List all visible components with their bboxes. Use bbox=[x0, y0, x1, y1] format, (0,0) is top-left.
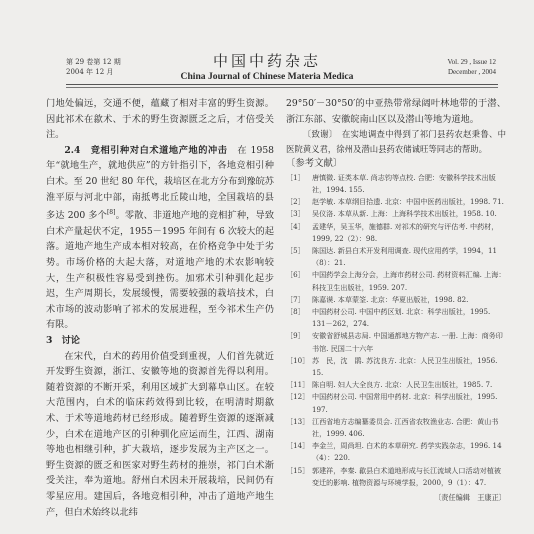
reference-text: 陈自明. 妇人大全良方. 北京：人民卫生出版社，1985. 7. bbox=[312, 380, 493, 390]
issue-date-en: December , 2004 bbox=[447, 67, 496, 76]
journal-title-block bbox=[150, 52, 384, 83]
reference-text: 赵学敏. 本草纲目拾遗. 北京：中国中医药出版社，1998. 71. bbox=[312, 197, 504, 207]
reference-item bbox=[286, 208, 506, 220]
reference-text: 江西省地方志编纂委员会. 江西省农牧渔业志. 合肥：黄山书社，1999. 406. bbox=[312, 416, 499, 439]
reference-item bbox=[286, 416, 506, 440]
volume-issue: 第 29 卷第 12 期 bbox=[66, 58, 121, 66]
reference-item bbox=[286, 306, 506, 330]
reference-number: ［13］ bbox=[286, 416, 310, 426]
reference-number: ［10］ bbox=[286, 355, 310, 365]
reference-list bbox=[286, 172, 506, 489]
reference-number: ［12］ bbox=[286, 392, 310, 402]
reference-number: ［5］ bbox=[286, 246, 305, 255]
reference-item bbox=[286, 294, 506, 306]
section-2-4-heading: 2.4 竞相引种对白术道地产地的冲击 bbox=[64, 144, 228, 156]
journal-title-en: China Journal of Chinese Materia Medica bbox=[180, 71, 354, 82]
issue-info bbox=[66, 58, 121, 77]
reference-text: 陈嘉谟. 本草蒙筌. 北京：华夏出版社，1998. 82. bbox=[312, 294, 469, 304]
reference-number: ［15］ bbox=[286, 465, 310, 475]
reference-number: ［8］ bbox=[286, 307, 305, 317]
reference-text: 李金兰，周尚坦. 白术的本草研究. 药学实践杂志，1996. 14（4）：220. bbox=[312, 441, 502, 463]
volume-issue-en: Vol. 29 , Issue 12 bbox=[447, 58, 496, 66]
issue-info-en bbox=[448, 58, 496, 77]
reference-number: ［9］ bbox=[286, 331, 305, 341]
reference-item bbox=[286, 269, 506, 293]
reference-text: 中国药学会上海分会，上海市药材公司. 药材资料汇编. 上海：科技卫生出版社，1959. 207. bbox=[312, 270, 506, 292]
reference-item bbox=[286, 440, 506, 464]
reference-text: 中国药材公司. 中国中药区划. 北京：科学出版社，1995. 131－262，274. bbox=[312, 307, 491, 329]
editor-credit: 〔责任编辑 王康正〕 bbox=[434, 493, 506, 503]
citation-8: [8] bbox=[106, 209, 116, 217]
header-rule-thick bbox=[66, 84, 498, 85]
reference-text: 苏 民，沈 鹃. 苏沈良方. 北京：人民卫生出版社，1956. 15. bbox=[312, 355, 498, 378]
right-column bbox=[286, 96, 506, 506]
reference-text: 中国药材公司. 中国常用中药材. 北京：科学出版社，1995. 197. bbox=[312, 392, 498, 414]
reference-text: 安徽省舒城县志局. 中国通都地方物产志. 一册. 上海：商务印书馆. 民国二十六年 bbox=[312, 331, 503, 353]
journal-title-cn: 中国中药杂志 bbox=[212, 52, 321, 70]
reference-item bbox=[286, 355, 506, 379]
reference-item bbox=[286, 221, 506, 245]
reference-item bbox=[286, 391, 506, 415]
ack-text: 在实地调查中得到了祁门县药农赵秉鲁、中医院黄义君，徐州及潜山县药农储诚旺等同志的帮助。 bbox=[286, 129, 506, 154]
reference-text: 唐慎微. 证类本草. 尚志钧等点校. 合肥：安徽科学技术出版社，1994. 155. bbox=[312, 172, 496, 194]
acknowledgement bbox=[286, 127, 506, 156]
reference-item bbox=[286, 172, 506, 196]
section-2-4-paragraph bbox=[46, 143, 274, 333]
references-title: 〔参考文献〕 bbox=[286, 158, 343, 170]
reference-number: ［7］ bbox=[286, 294, 305, 304]
reference-number: ［11］ bbox=[286, 380, 310, 390]
reference-text: 吴仪洛. 本草从新. 上海：上海科学技术出版社，1958. 10. bbox=[312, 209, 497, 219]
reference-number: ［14］ bbox=[286, 441, 310, 451]
reference-number: ［4］ bbox=[286, 221, 305, 231]
reference-item bbox=[286, 245, 506, 269]
header-rule-thin bbox=[66, 87, 498, 88]
reference-number: ［6］ bbox=[286, 270, 305, 280]
section-2-4-text-cont: 。零散、非道地产地的竞相扩种，导致白术产量起伏不定，1955－1995 年间有 6 次较大的起落。道地产地生产成本相对较高，在价格竞争中处于劣势。市场价格的大起大落，对道地产地的术农影响较大，生产积极性容易受到挫伤。加邪术引种驯化起步迟，生产周期长，发展缓慢，需要较强的栽培技术，白术市场的波动影响了祁术的发展进程，至今祁术生产仍有限。 bbox=[46, 210, 274, 331]
reference-item bbox=[286, 465, 506, 489]
reference-number: ［3］ bbox=[286, 209, 305, 219]
reference-text: 孟建华，吴玉华，施德群. 对祁术的研究与评估考. 中药材，1999, 22（2）：98. bbox=[312, 221, 499, 243]
left-column bbox=[46, 96, 274, 520]
reference-number: ［1］ bbox=[286, 172, 305, 182]
section-3-paragraph: 在宋代，白术的药用价值受到重视，人们首先就近开发野生资源，浙江、安徽等地的资源首先得以利用。随着资源的不断开采，利用区域扩大到幕阜山区。在较大范围内，白术的临床药效得到比较，在明清时期歙术、于术等道地药材已经形成。随着野生资源的逐渐减少，白术在道地产区的引种驯化应运而生，江西、湖南等地也相继引种，扩大栽培，逐步发展为主产区之一。野生资源的匮乏和医家对野生药材的推崇，祁门白术渐受关注，奉为道地。舒州白术因未开展栽培，民间仍有零星应用。建国后，各地竞相引种，冲击了道地产地生产，但白术始终以北纬 bbox=[46, 350, 274, 518]
issue-date: 2004 年 12 月 bbox=[66, 67, 114, 76]
reference-number: ［2］ bbox=[286, 197, 305, 207]
reference-text: 郭建祥，李秦. 歙县白术道地形成与长江流域人口活动对植被变迁的影响. 植物资源与环境学报，2000，9（1）：47. bbox=[312, 465, 501, 487]
continued-paragraph: 29°50′－30°50′的中亚热带常绿阔叶林地带的于潜、浙江东部、安徽皖南山区以及潜山等地为道地。 bbox=[286, 98, 506, 125]
section-3-heading: 3 讨论 bbox=[46, 334, 80, 346]
reference-item bbox=[286, 196, 506, 208]
reference-item bbox=[286, 330, 506, 354]
reference-item bbox=[286, 379, 506, 391]
reference-text: 陈国达. 新县白术开发利用调查. 现代应用药学，1994，11（8）：21. bbox=[312, 246, 498, 268]
ack-label: 〔致谢〕 bbox=[302, 129, 334, 140]
section-2-4-text: 在 1958 年“就地生产，就地供应”的方针指引下，各地竞相引种白术。至 20 世纪 80 年代，栽培区在北方分布到豫皖苏淮平原与河北中部，南抵粤北丘陵山地，全国栽培的县多达 200 多个 bbox=[46, 144, 275, 222]
intro-paragraph: 门地处偏远，交通不便，蕴藏了相对丰富的野生资源。因此祁术在歙术、于术的野生资源匮乏之后，才倍受关注。 bbox=[46, 98, 274, 141]
